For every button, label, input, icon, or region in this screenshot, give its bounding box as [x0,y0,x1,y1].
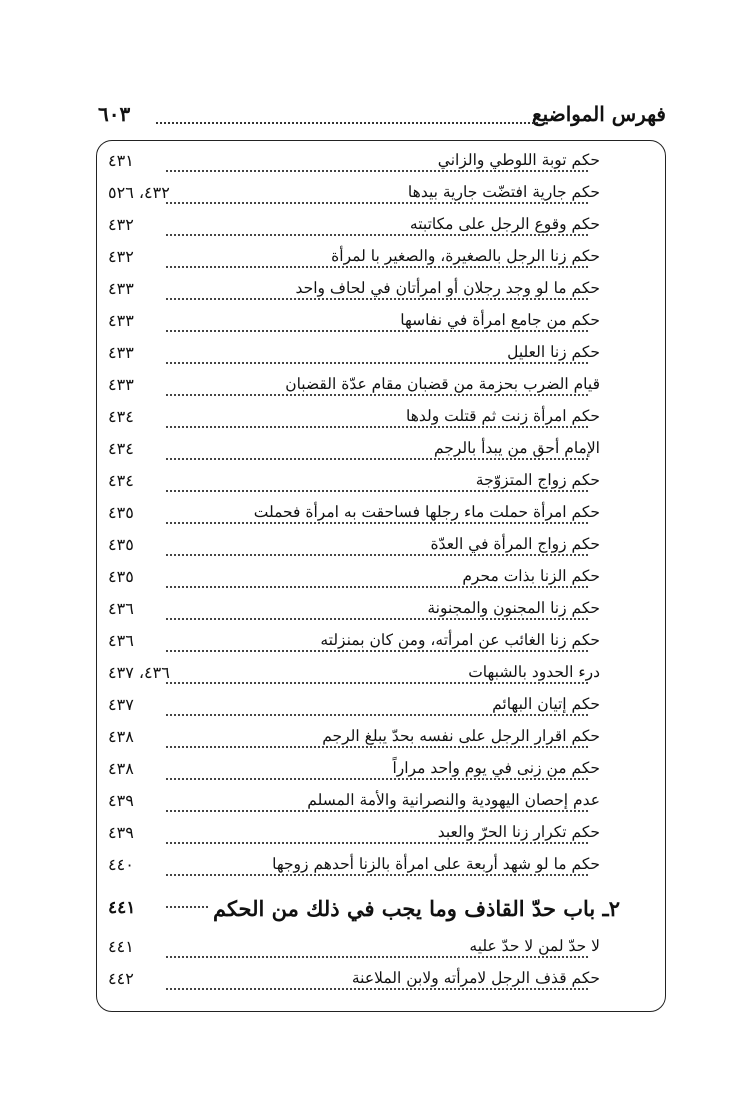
leader-dots [166,298,588,300]
leader-dots [166,842,588,844]
page-title: فهرس المواضيع [532,102,666,126]
index-entry [98,498,600,530]
index-entry [98,530,600,562]
entry-page-number: ٤٣٨ [108,727,134,746]
entry-title: حكم قذف الرجل لامرأته ولابن الملاعنة [348,969,600,987]
entry-title: حكم زواج المرأة في العدّة [426,535,600,553]
entry-page-number: ٤٣٤ [108,439,134,458]
entry-title: حكم امرأة حملت ماء رجلها فساحقت به امرأة فحملت [250,503,600,521]
entry-page-number: ٤٣٢ [108,215,134,234]
leader-dots [166,202,588,204]
entry-title: حكم ما لو وجد رجلان أو امرأتان في لحاف واحد [292,279,601,297]
entry-page-number: ٤٣٥ [108,503,134,522]
leader-dots [166,234,588,236]
leader-dots [166,266,588,268]
index-entry [98,338,600,370]
index-entry [98,242,600,274]
entry-title: حكم زواج المتزوّجة [472,471,600,489]
entry-title: حكم ما لو شهد أربعة على امرأة بالزنا أحدهم زوجها [268,855,600,873]
entry-title: حكم إتيان البهائم [488,695,600,713]
leader-dots [166,746,588,748]
leader-dots [166,810,588,812]
index-entry [98,850,600,882]
leader-dots [166,778,588,780]
entry-title: لا حدّ لمن لا حدّ عليه [465,937,600,955]
leader-dots [166,714,588,716]
entry-page-number: ٤٣٦، ٤٣٧ [108,663,170,682]
page-header [98,98,666,138]
leader-dots [166,682,588,684]
index-entry [98,658,600,690]
entry-page-number: ٤٤٠ [108,855,134,874]
entry-title: الإمام أحق من يبدأ بالرجم [430,439,600,457]
index-list [98,146,620,996]
entry-page-number: ٤٣١ [108,151,134,170]
index-entry [98,466,600,498]
entry-title: قيام الضرب بحزمة من قضبان مقام عدّة القضبان [281,375,600,393]
leader-dots [166,394,588,396]
leader-dots [166,988,588,990]
entry-page-number: ٤٣٣ [108,375,134,394]
leader-dots [166,330,588,332]
index-entry [98,722,600,754]
index-entry [98,786,600,818]
leader-dots [166,586,588,588]
index-entry [98,932,600,964]
entry-page-number: ٤٤٢ [108,969,134,988]
entry-title: حكم الزنا بذات محرم [458,567,600,585]
leader-dots [166,458,588,460]
entry-page-number: ٤٣٤ [108,407,134,426]
entry-page-number: ٤٣٤ [108,471,134,490]
index-entry [98,754,600,786]
entry-page-number: ٤٣٩ [108,791,134,810]
index-entry [98,434,600,466]
header-leader-dots [156,122,538,124]
entry-title: حكم وقوع الرجل على مكاتبته [406,215,600,233]
entry-page-number: ٤٣٢ [108,247,134,266]
entry-title: حكم زنا الغائب عن امرأته، ومن كان بمنزلته [316,631,600,649]
entry-page-number: ٤٣٧ [108,695,134,714]
index-entry [98,274,600,306]
leader-dots [166,170,588,172]
index-entry [98,146,600,178]
leader-dots [166,362,588,364]
index-entry [98,210,600,242]
entry-title: حكم جارية افتضّت جارية بيدها [404,183,600,201]
index-entry [98,306,600,338]
entry-page-number: ٤٤١ [108,898,136,918]
entry-page-number: ٤٤١ [108,937,134,956]
entry-page-number: ٤٣٣ [108,279,134,298]
entry-page-number: ٤٣٦ [108,599,134,618]
leader-dots [166,618,588,620]
index-entry [98,964,600,996]
entry-title: حكم توبة اللوطي والزاني [434,151,600,169]
index-entry [98,562,600,594]
index-entry [98,818,600,850]
entry-page-number: ٤٣٨ [108,759,134,778]
entry-title: حكم زنا المجنون والمجنونة [423,599,600,617]
index-entry [98,402,600,434]
entry-page-number: ٤٣٢، ٥٢٦ [108,183,170,202]
leader-dots [166,874,588,876]
leader-dots [166,522,588,524]
entry-title: حكم زنا الرجل بالصغيرة، والصغير با لمرأة [327,247,600,265]
index-entry [98,626,600,658]
index-entry [98,370,600,402]
index-entry [98,594,600,626]
leader-dots [166,956,588,958]
leader-dots [166,554,588,556]
entry-title: حكم زنا العليل [503,343,600,361]
entry-title: حكم من زنى في يوم واحد مراراً [388,759,600,777]
index-entry [98,690,600,722]
entry-page-number: ٤٣٦ [108,631,134,650]
entry-title: حكم تكرار زنا الحرّ والعبد [434,823,600,841]
leader-dots [166,650,588,652]
index-entry [98,178,600,210]
entry-page-number: ٤٣٣ [108,311,134,330]
entry-title: حكم اقرار الرجل على نفسه بحدّ يبلغ الرجم [318,727,600,745]
entry-page-number: ٤٣٥ [108,535,134,554]
entry-title: حكم امرأة زنت ثم قتلت ولدها [402,407,600,425]
entry-title: حكم من جامع امرأة في نفاسها [396,311,600,329]
leader-dots [166,490,588,492]
section-heading-row [98,882,620,932]
entry-page-number: ٤٣٥ [108,567,134,586]
entry-page-number: ٤٣٣ [108,343,134,362]
entry-title: درء الحدود بالشبهات [464,663,600,681]
page-number: ٦٠٣ [98,102,131,126]
entry-page-number: ٤٣٩ [108,823,134,842]
entry-title: عدم إحصان اليهودية والنصرانية والأمة المسلم [303,791,600,809]
section-title: ٢ـ باب حدّ القاذف وما يجب في ذلك من الحكم [209,896,620,921]
leader-dots [166,426,588,428]
